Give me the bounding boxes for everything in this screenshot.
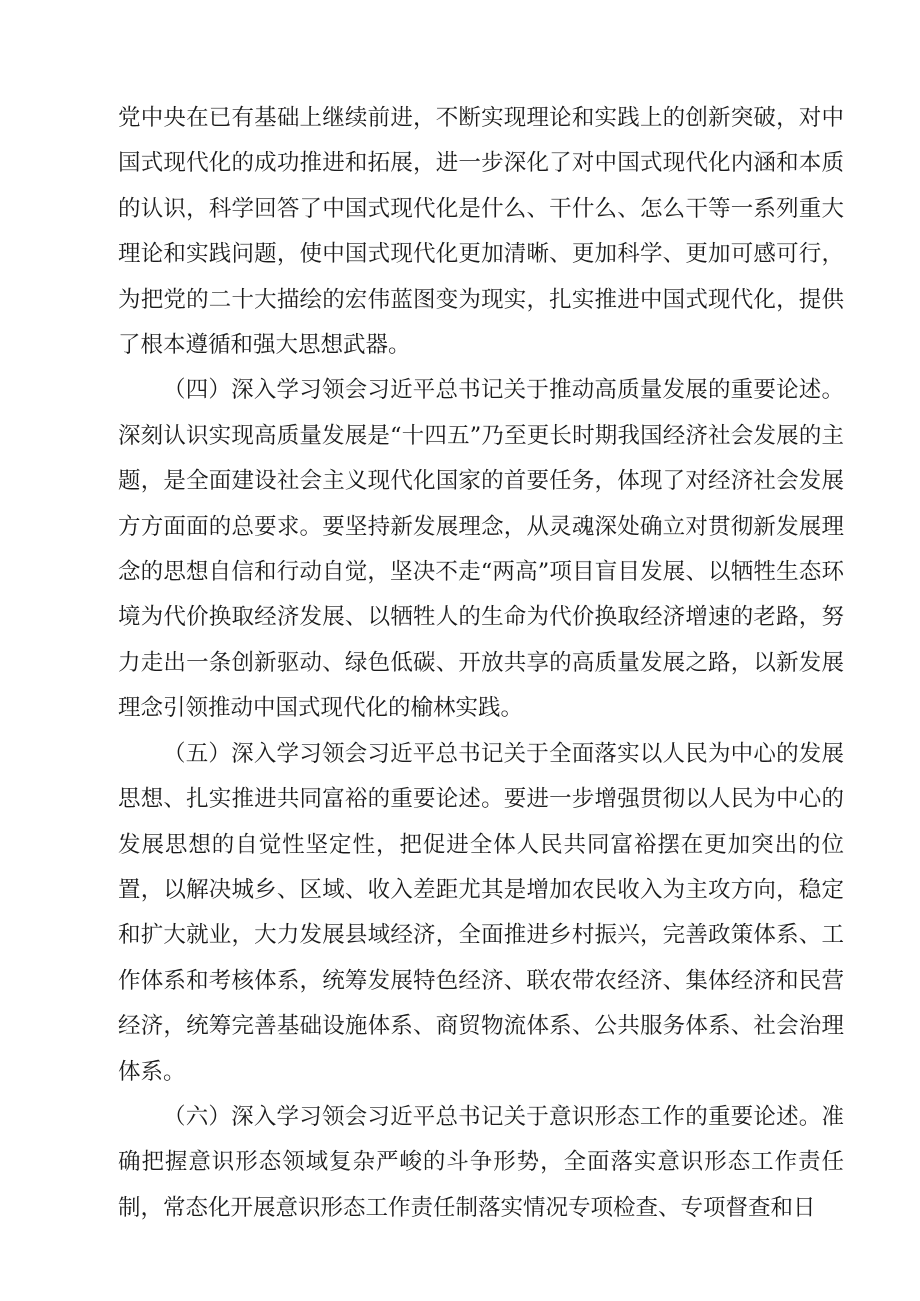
paragraph-section-6: （六）深入学习领会习近平总书记关于意识形态工作的重要论述。准确把握意识形态领域复杂严峻的斗争形势，全面落实意识形态工作责任制，常态化开展意识形态工作责任制落实情况专项检查、专项督查和日 bbox=[118, 1103, 844, 1221]
paragraph-section-5: （五）深入学习领会习近平总书记关于全面落实以人民为中心的发展思想、扎实推进共同富裕的重要论述。要进一步增强贯彻以人民为中心的发展思想的自觉性坚定性，把促进全体人民共同富裕摆在更加突出的位置，以解决城乡、区域、收入差距尤其是增加农民收入为主攻方向，稳定和扩大就业，大力发展县域经济，全面推进乡村振兴，完善政策体系、工作体系和考核体系，统筹发展特色经济、联农带农经济、集体经济和民营经济，统筹完善基础设施体系、商贸物流体系、公共服务体系、社会治理体系。 bbox=[118, 740, 844, 1085]
document-body bbox=[118, 96, 844, 1231]
paragraph-section-4: （四）深入学习领会习近平总书记关于推动高质量发展的重要论述。深刻认识实现高质量发展是“十四五”乃至更长时期我国经济社会发展的主题，是全面建设社会主义现代化国家的首要任务，体现了对经济社会发展方方面面的总要求。要坚持新发展理念，从灵魂深处确立对贯彻新发展理念的思想自信和行动自觉，坚决不走“两高”项目盲目发展、以牺牲生态环境为代价换取经济发展、以牺牲人的生命为代价换取经济增速的老路，努力走出一条创新驱动、绿色低碳、开放共享的高质量发展之路，以新发展理念引领推动中国式现代化的榆林实践。 bbox=[118, 377, 844, 722]
paragraph-continuation: 党中央在已有基础上继续前进，不断实现理论和实践上的创新突破，对中国式现代化的成功推进和拓展，进一步深化了对中国式现代化内涵和本质的认识，科学回答了中国式现代化是什么、干什么、怎么干等一系列重大理论和实践问题，使中国式现代化更加清晰、更加科学、更加可感可行，为把党的二十大描绘的宏伟蓝图变为现实，扎实推进中国式现代化，提供了根本遵循和强大思想武器。 bbox=[118, 105, 844, 359]
